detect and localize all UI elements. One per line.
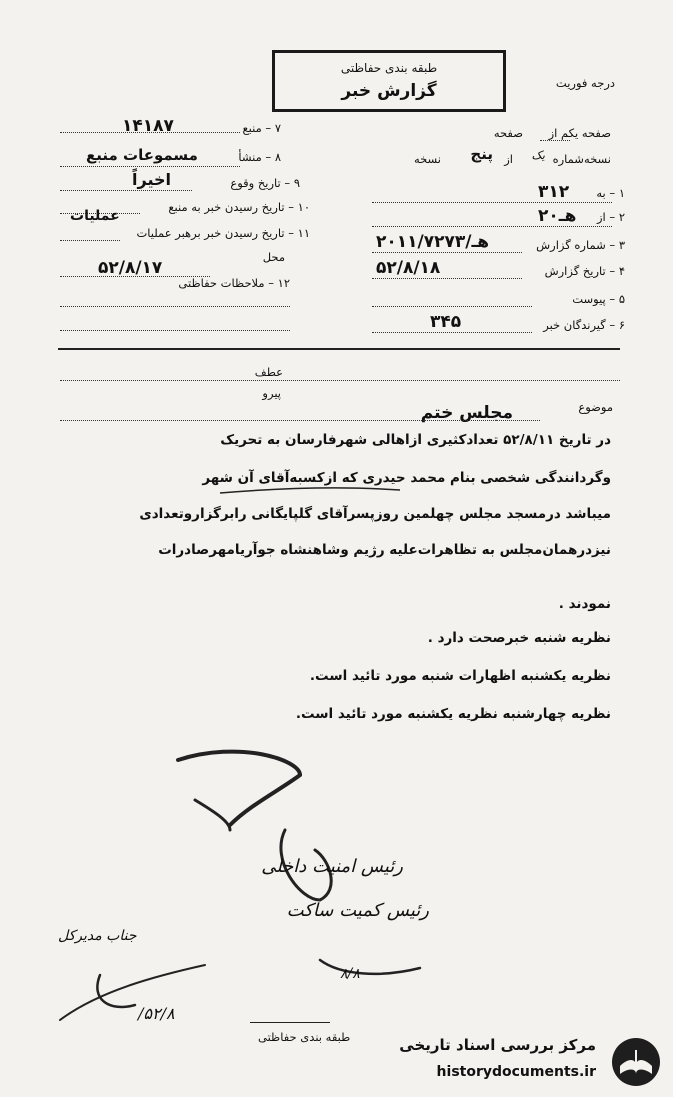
- place-label: محل: [262, 250, 285, 264]
- copy-total: پنج: [470, 145, 493, 163]
- report-no-label: ۳ – شماره گزارش: [536, 238, 625, 252]
- opinion-line: نظریه یکشنبه اظهارات شنبه مورد تائید است.: [309, 668, 611, 684]
- opinion-line: نظریه چهارشنبه نظریه یکشنبه مورد تائید است.: [295, 706, 611, 722]
- receipt-ops-label: ۱۱ – تاریخ رسیدن خبر برهبر عملیات: [136, 226, 310, 240]
- copy-of: از: [504, 152, 513, 166]
- handwritten-margin-date: ۸/۸: [340, 966, 360, 982]
- watermark-logo: [396, 1034, 668, 1090]
- event-date-label: ۹ – تاریخ وقوع: [230, 176, 300, 190]
- from-value: ۲۰هـ: [538, 206, 577, 226]
- follow-label: پیرو: [262, 386, 281, 400]
- subject-label: موضوع: [578, 400, 613, 414]
- urgency-label: درجه فوریت: [555, 76, 615, 90]
- attachment-label: ۵ – پیوست: [572, 292, 625, 306]
- footer-rule: [250, 1022, 330, 1023]
- body-line: وگردانندگی شخصی بنام محمد حیدری که ازکسبه‌آقای آن شهر: [202, 470, 611, 486]
- page-suffix: صفحه: [493, 126, 523, 140]
- stamp-report-title: گزارش خبر: [341, 81, 437, 101]
- origin-label: ۸ – منشأ: [238, 150, 281, 164]
- source-label: ۷ – منبع: [242, 121, 281, 135]
- subject-value: مجلس ختم: [420, 403, 513, 423]
- copy-value: یک: [531, 148, 545, 162]
- watermark-url: historydocuments.ir: [436, 1064, 596, 1080]
- footer-classification: طبقه بندی حفاظتی: [258, 1030, 351, 1044]
- handwritten-date-mark: ۵۲/۸/: [138, 1004, 175, 1023]
- body-line: نمودند .: [558, 596, 611, 612]
- copy-suffix: نسخه: [413, 152, 441, 166]
- from-label: ۲ – از: [597, 210, 625, 224]
- copy-label: نسخه‌شماره: [552, 152, 611, 166]
- signature-committee: رئیس کمیت ساکت: [286, 900, 429, 921]
- opinion-line: نظریه شنبه خبرصحت دارد .: [427, 630, 611, 646]
- book-emblem-icon: [606, 1036, 666, 1088]
- signature-internal-security: رئیس امنیت داخلی: [261, 856, 403, 877]
- report-date-label: ۴ – تاریخ گزارش: [544, 264, 625, 278]
- origin-value: مسموعات منبع: [86, 146, 198, 164]
- ref-label: عطف: [254, 365, 283, 379]
- event-date-value: اخیراً: [132, 170, 171, 189]
- signature-director-general: جناب مدیرکل: [58, 928, 137, 944]
- stamp-classification-text: طبقه بندی حفاظتی: [340, 61, 438, 75]
- body-line: در تاریخ ۵۲/۸/۱۱ تعدادکثیری ازاهالی شهرفارسان به تحریک: [220, 432, 611, 448]
- source-value: ۱۴۱۸۷: [122, 116, 174, 136]
- body-line: میباشد درمسجد مجلس چهلمین روزپسرآقای گلپایگانی رابرگزاروتعدادی: [139, 506, 611, 522]
- receipt-source-label: ۱۰ – تاریخ رسیدن خبر به منبع: [168, 200, 310, 214]
- receipt-ops-value: عملیات: [70, 208, 120, 224]
- recipients-value: ۳۴۵: [430, 312, 462, 332]
- body-line: نیزدرهمان‌مجلس به تظاهرات‌علیه رژیم وشاهنشاه جوآریامهرصادرات: [158, 542, 611, 558]
- notes-value: ۵۲/۸/۱۷: [98, 258, 163, 278]
- report-date-value: ۵۲/۸/۱۸: [376, 258, 441, 278]
- page-label: صفحه یکم از: [548, 126, 611, 140]
- to-value: ۳۱۲: [538, 182, 570, 202]
- report-no-value: ۲۰هـ/۱۱/۷۲۷۳: [376, 232, 490, 252]
- to-label: ۱ – به: [596, 186, 625, 200]
- recipients-label: ۶ – گیرندگان خبر: [543, 318, 625, 332]
- watermark-title: مرکز بررسی اسناد تاریخی: [399, 1036, 596, 1054]
- notes-label: ۱۲ – ملاحظات حفاظتی: [178, 276, 290, 290]
